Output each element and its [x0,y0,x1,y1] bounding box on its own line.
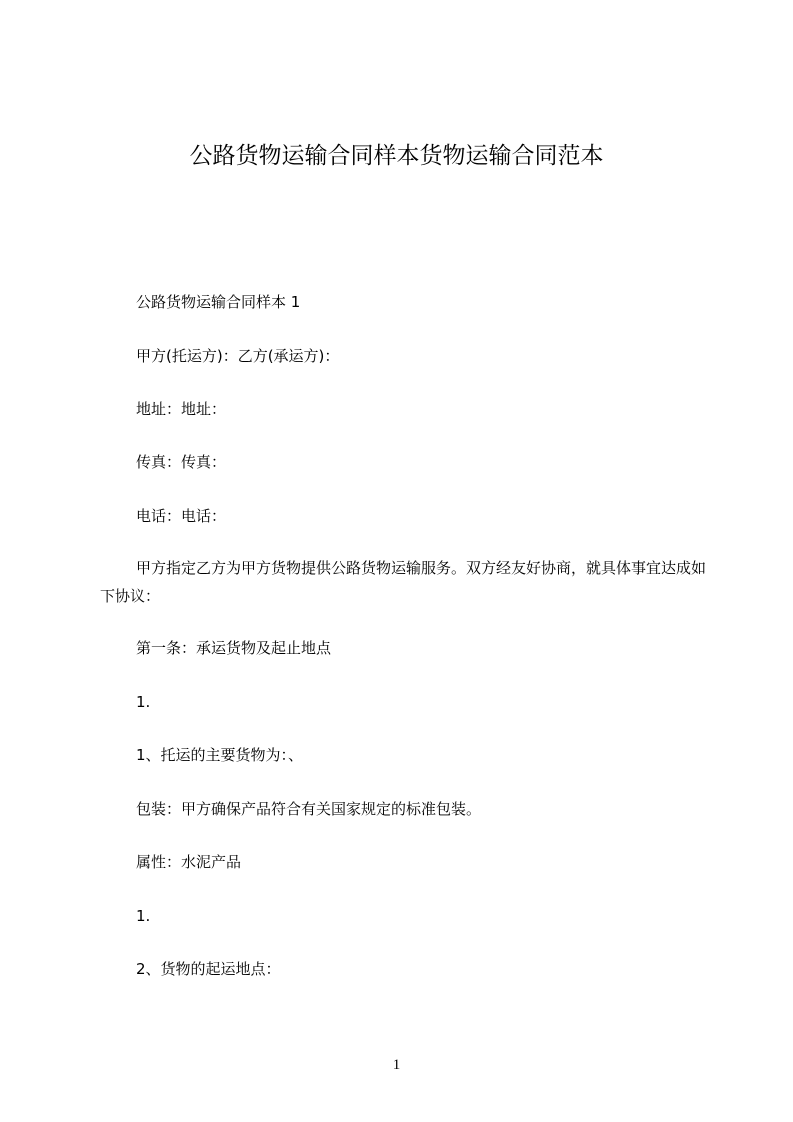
paragraph-item-number-2: 1. [136,907,151,925]
document-title: 公路货物运输合同样本货物运输合同范本 [189,143,604,169]
paragraph-attribute: 属性：水泥产品 [136,853,242,871]
paragraph-article-one: 第一条：承运货物及起止地点 [136,639,332,657]
paragraph-phone: 电话：电话： [136,507,227,525]
page-number: 1 [392,1057,401,1073]
paragraph-parties: 甲方(托运方)：乙方(承运方)： [136,347,340,365]
paragraph-main-goods: 1、托运的主要货物为：、 [136,746,304,764]
paragraph-sample-heading: 公路货物运输合同样本 1 [136,293,301,311]
paragraph-agreement-intro: 甲方指定乙方为甲方货物提供公路货物运输服务。双方经友好协商，就具体事宜达成如下协议： [100,559,707,605]
paragraph-item-number: 1. [136,693,151,711]
paragraph-packaging: 包装：甲方确保产品符合有关国家规定的标准包装。 [136,800,482,818]
paragraph-address: 地址：地址： [136,400,227,418]
paragraph-origin: 2、货物的起运地点： [136,960,281,978]
paragraph-fax: 传真：传真： [136,453,227,471]
